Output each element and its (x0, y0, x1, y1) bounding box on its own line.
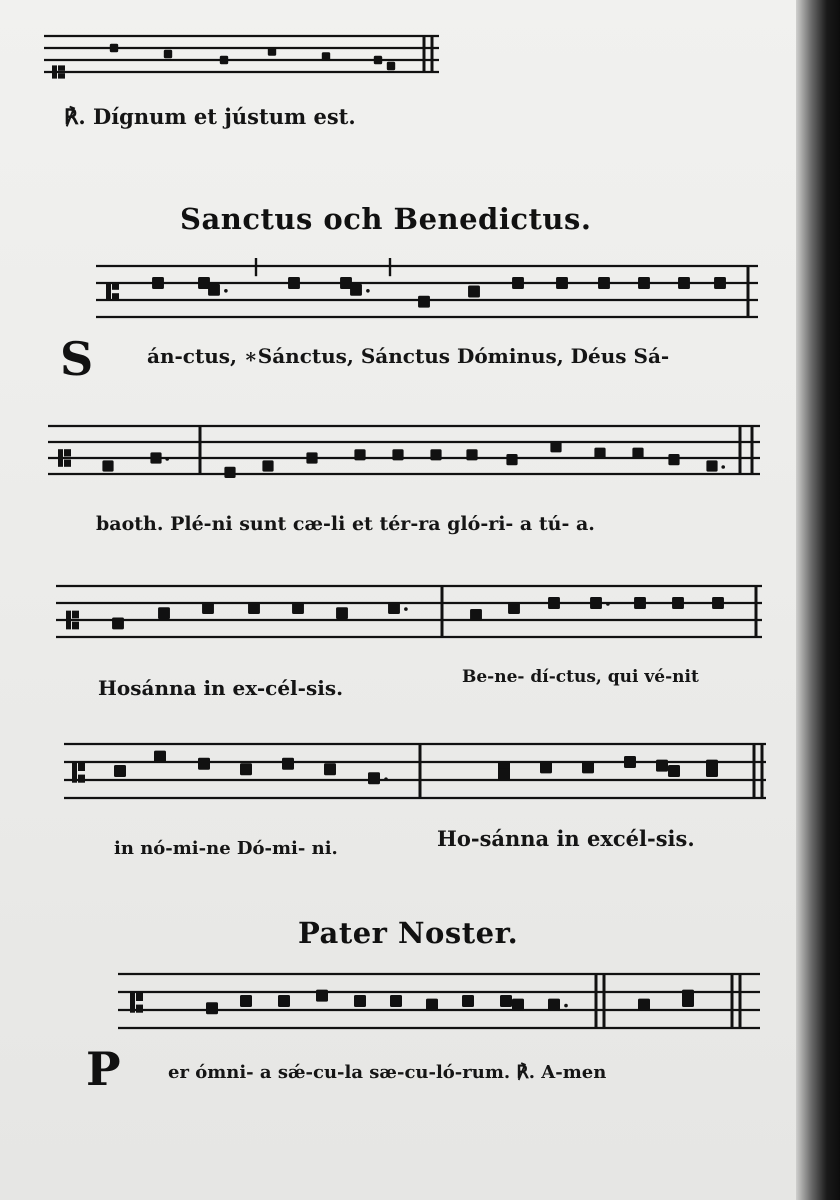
clef-bottom (64, 460, 71, 467)
square-neume-icon (152, 277, 164, 289)
square-neume-icon (374, 56, 382, 64)
do-clef-icon (130, 993, 143, 1013)
square-neume-icon (706, 460, 717, 471)
square-neume-icon (112, 617, 124, 629)
clef-bottom (72, 622, 79, 630)
square-neume-icon (498, 769, 510, 781)
square-neume-icon (470, 609, 482, 621)
square-neume-icon (354, 995, 366, 1007)
square-neume-icon (512, 999, 524, 1011)
square-neume-icon (240, 763, 252, 775)
lyric-sanctus-3a: Hosánna in ex-cél-sis. (98, 676, 344, 700)
staff-sanctus-2 (48, 420, 760, 510)
lyric-pater-noster: er ómni- a sǽ-cu-la sæ-cu-ló-rum. ℟. A-men (168, 1062, 607, 1083)
square-neume-icon (430, 449, 441, 460)
square-neume-icon (706, 765, 718, 777)
square-neume-icon (368, 772, 380, 784)
square-neume-icon (632, 448, 643, 459)
square-neume-icon (540, 761, 552, 773)
square-neume-icon (198, 758, 210, 770)
square-neume-icon (678, 277, 690, 289)
square-neume-icon (387, 62, 395, 70)
square-neume-icon (682, 995, 694, 1007)
square-neume-icon (668, 454, 679, 465)
square-neume-icon (306, 452, 317, 463)
square-neume-icon (668, 765, 680, 777)
square-neume-icon (548, 597, 560, 609)
clef-top (136, 993, 143, 1001)
lyric-sanctus-4a: in nó-mi-ne Dó-mi- ni. (114, 838, 338, 859)
staff-sanctus-1-svg (96, 260, 758, 340)
square-neume-icon (508, 602, 520, 614)
clef-bar (130, 993, 135, 1013)
square-neume-icon (624, 756, 636, 768)
square-neume-icon (158, 607, 170, 619)
initial-s: S (60, 332, 94, 386)
square-neume-icon (714, 277, 726, 289)
clef-bar (106, 282, 111, 301)
square-neume-icon (350, 284, 362, 296)
staff-pater-noster (118, 968, 760, 1054)
square-neume-icon (282, 758, 294, 770)
page-edge-shadow (796, 0, 840, 1200)
staff-sanctus-2-svg (48, 420, 760, 510)
square-neume-icon (202, 602, 214, 614)
staff-pater-noster-svg (118, 968, 760, 1054)
square-neume-icon (638, 999, 650, 1011)
square-neume-icon (278, 995, 290, 1007)
staff-sanctus-3-svg (56, 580, 762, 670)
square-neume-icon (462, 995, 474, 1007)
square-neume-icon (426, 999, 438, 1011)
staff-dignum (44, 30, 439, 100)
square-neume-icon (506, 454, 517, 465)
square-neume-icon (220, 56, 228, 64)
lyric-dignum: ℟. Dígnum et jústum est. (64, 104, 356, 129)
square-neume-icon (556, 277, 568, 289)
square-neume-icon (512, 277, 524, 289)
square-neume-icon (590, 597, 602, 609)
square-neume-icon (500, 995, 512, 1007)
square-neume-icon (638, 277, 650, 289)
lyric-sanctus-3b: Be-ne- dí-ctus, qui vé-nit (462, 667, 699, 687)
clef-top (72, 611, 79, 619)
square-neume-icon (712, 597, 724, 609)
clef-bottom (78, 775, 85, 783)
square-neume-icon (288, 277, 300, 289)
clef-bar (52, 65, 57, 78)
square-neume-icon (548, 999, 560, 1011)
clef-bottom (136, 1005, 143, 1013)
clef-top (112, 282, 119, 290)
square-neume-icon (292, 602, 304, 614)
square-neume-icon (262, 460, 273, 471)
square-neume-icon (336, 607, 348, 619)
lyric-sanctus-1: án-ctus, ∗Sánctus, Sánctus Dóminus, Déus Sá- (147, 344, 670, 368)
clef-bottom (58, 73, 65, 78)
staff-sanctus-1 (96, 260, 758, 340)
square-neume-icon (110, 44, 118, 52)
clef-bar (72, 763, 77, 783)
square-neume-icon (114, 765, 126, 777)
square-neume-icon (550, 441, 561, 452)
square-neume-icon (268, 47, 276, 55)
do-clef-icon (72, 763, 85, 783)
clef-top (58, 65, 65, 70)
staff-sanctus-3 (56, 580, 762, 670)
square-neume-icon (164, 50, 172, 58)
lyric-sanctus-2: baoth. Plé-ni sunt cæ-li et tér-ra gló-ri- a tú- a. (96, 513, 595, 535)
neume-dot (721, 465, 725, 469)
staff-sanctus-4-svg (64, 738, 766, 828)
heading-pater-noster: Pater Noster. (298, 916, 519, 950)
clef-bar (58, 449, 63, 467)
lyric-sanctus-4b: Ho-sánna in excél-sis. (437, 826, 695, 851)
neume-dot (224, 289, 228, 293)
square-neume-icon (324, 763, 336, 775)
clef-top (78, 763, 85, 771)
neume-dot (366, 289, 370, 293)
square-neume-icon (656, 760, 668, 772)
neume-dot (384, 777, 388, 781)
neume-dot (165, 457, 169, 461)
square-neume-icon (582, 761, 594, 773)
square-neume-icon (102, 460, 113, 471)
clef-bottom (112, 293, 119, 301)
do-clef-icon (106, 282, 119, 301)
square-neume-icon (468, 286, 480, 298)
square-neume-icon (206, 1002, 218, 1014)
neume-dot (404, 607, 408, 611)
square-neume-icon (208, 284, 220, 296)
initial-p: P (86, 1042, 121, 1096)
square-neume-icon (224, 467, 235, 478)
square-neume-icon (316, 990, 328, 1002)
square-neume-icon (598, 277, 610, 289)
square-neume-icon (392, 449, 403, 460)
square-neume-icon (248, 602, 260, 614)
square-neume-icon (388, 602, 400, 614)
square-neume-icon (322, 52, 330, 60)
square-neume-icon (240, 995, 252, 1007)
square-neume-icon (672, 597, 684, 609)
square-neume-icon (418, 296, 430, 308)
staff-dignum-svg (44, 30, 439, 100)
square-neume-icon (634, 597, 646, 609)
square-neume-icon (594, 448, 605, 459)
neume-dot (606, 602, 610, 606)
clef-top (64, 449, 71, 456)
square-neume-icon (150, 452, 161, 463)
square-neume-icon (466, 449, 477, 460)
square-neume-icon (354, 449, 365, 460)
neume-dot (564, 1004, 568, 1008)
square-neume-icon (390, 995, 402, 1007)
clef-bar (66, 611, 71, 630)
staff-sanctus-4 (64, 738, 766, 828)
square-neume-icon (154, 751, 166, 763)
heading-sanctus: Sanctus och Benedictus. (180, 202, 592, 236)
